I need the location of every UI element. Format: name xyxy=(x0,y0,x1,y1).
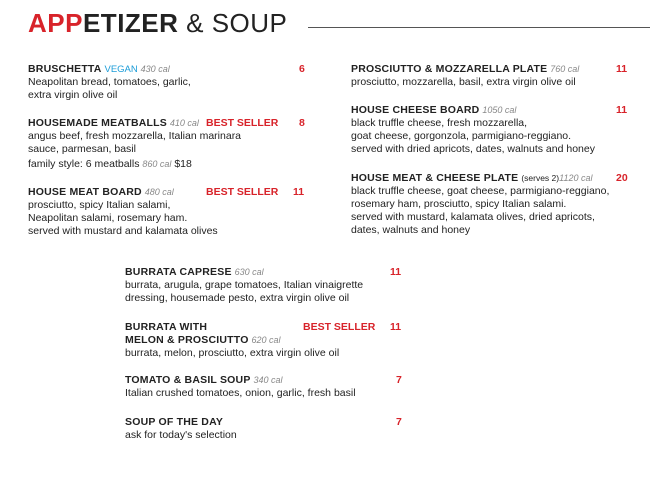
item-description-line: prosciutto, spicy Italian salami, xyxy=(28,199,171,211)
item-description-line: burrata, melon, prosciutto, extra virgin olive oil xyxy=(125,347,340,359)
item-calories: 1050 cal xyxy=(482,105,517,115)
item-calories: 630 cal xyxy=(234,267,264,277)
item-description-line: extra virgin olive oil xyxy=(28,89,118,101)
item-price: 11 xyxy=(616,63,628,75)
title-light: & SOUP xyxy=(178,8,288,38)
header-divider xyxy=(308,27,650,28)
menu-item-housemade-meatballs xyxy=(28,117,310,171)
item-name: HOUSE CHEESE BOARD xyxy=(351,104,480,116)
item-calories: 430 cal xyxy=(140,64,170,74)
item-name: PROSCIUTTO & MOZZARELLA PLATE xyxy=(351,63,548,75)
item-description-line: ask for today's selection xyxy=(125,429,237,441)
item-description-line: black truffle cheese, goat cheese, parmigiano-reggiano, xyxy=(351,185,610,197)
item-description-line: rosemary ham, prosciutto, spicy Italian salami. xyxy=(351,198,567,210)
item-calories: 340 cal xyxy=(253,375,283,385)
item-price: 8 xyxy=(299,117,305,129)
item-description-line: angus beef, fresh mozzarella, Italian marinara xyxy=(28,130,242,142)
best-seller-badge: BEST SELLER xyxy=(206,186,279,198)
item-description-line: Italian crushed tomatoes, onion, garlic, fresh basil xyxy=(125,387,356,399)
item-calories: 480 cal xyxy=(144,187,174,197)
menu-item-burrata-caprese xyxy=(125,266,410,305)
menu-item-house-cheese-board xyxy=(351,104,636,156)
item-calories: 1120 cal xyxy=(559,173,593,183)
item-description-line: sauce, parmesan, basil xyxy=(28,143,136,155)
item-calories: 410 cal xyxy=(169,118,199,128)
item-description-line: served with mustard, kalamata olives, dried apricots, xyxy=(351,211,595,223)
vegan-tag: VEGAN xyxy=(104,64,138,75)
serves-note: (serves 2) xyxy=(521,173,560,183)
item-description-line: goat cheese, gorgonzola, parmigiano-reggiano. xyxy=(351,130,572,142)
item-description-line: served with mustard and kalamata olives xyxy=(28,225,218,237)
item-name: SOUP OF THE DAY xyxy=(125,416,224,428)
item-price: 7 xyxy=(396,374,402,386)
menu-item-tomato-basil-soup xyxy=(125,374,410,400)
page-title xyxy=(28,8,287,39)
menu-item-house-meat-cheese-plate xyxy=(351,172,636,237)
item-calories: 620 cal xyxy=(251,335,281,345)
family-style-calories: 860 cal xyxy=(142,159,172,169)
item-name: HOUSE MEAT & CHEESE PLATE xyxy=(351,172,519,184)
item-calories: 760 cal xyxy=(550,64,580,74)
item-name: HOUSEMADE MEATBALLS xyxy=(28,117,167,129)
item-description-line: Neapolitan bread, tomatoes, garlic, xyxy=(28,76,191,88)
item-description-line: black truffle cheese, fresh mozzarella, xyxy=(351,117,528,129)
family-style-price: $18 xyxy=(174,158,192,170)
title-highlight: APP xyxy=(28,8,83,38)
title-bold: ETIZER xyxy=(82,8,179,38)
item-description-line: prosciutto, mozzarella, basil, extra virgin olive oil xyxy=(351,76,576,88)
menu-item-burrata-melon-prosciutto xyxy=(125,321,410,360)
best-seller-badge: BEST SELLER xyxy=(206,117,279,129)
item-name: BURRATA CAPRESE xyxy=(125,266,232,278)
family-style-text: family style: 6 meatballs xyxy=(28,158,140,170)
item-description-line: served with dried apricots, dates, walnuts and honey xyxy=(351,143,595,155)
item-name: BRUSCHETTA xyxy=(28,63,102,75)
item-price: 7 xyxy=(396,416,402,428)
item-name-line-2: MELON & PROSCIUTTO xyxy=(125,334,249,346)
item-price: 11 xyxy=(616,104,628,116)
menu-item-house-meat-board xyxy=(28,186,310,238)
item-description-line: dates, walnuts and honey xyxy=(351,224,471,236)
item-description-line: Neapolitan salami, rosemary ham. xyxy=(28,212,188,224)
item-description-line: dressing, housemade pesto, extra virgin olive oil xyxy=(125,292,350,304)
menu-item-bruschetta xyxy=(28,63,310,102)
item-name: HOUSE MEAT BOARD xyxy=(28,186,142,198)
item-price: 11 xyxy=(390,266,402,278)
item-price: 20 xyxy=(616,172,628,184)
item-price: 11 xyxy=(293,186,305,198)
menu-item-soup-of-the-day xyxy=(125,416,410,442)
menu-header xyxy=(28,8,638,42)
item-price: 6 xyxy=(299,63,305,75)
family-style-option xyxy=(28,158,310,171)
best-seller-badge: BEST SELLER xyxy=(303,321,376,333)
item-name: BURRATA WITH xyxy=(125,321,208,333)
item-name: TOMATO & BASIL SOUP xyxy=(125,374,251,386)
menu-item-prosciutto-mozzarella-plate xyxy=(351,63,636,89)
item-price: 11 xyxy=(390,321,402,333)
item-description-line: burrata, arugula, grape tomatoes, Italian vinaigrette xyxy=(125,279,364,291)
